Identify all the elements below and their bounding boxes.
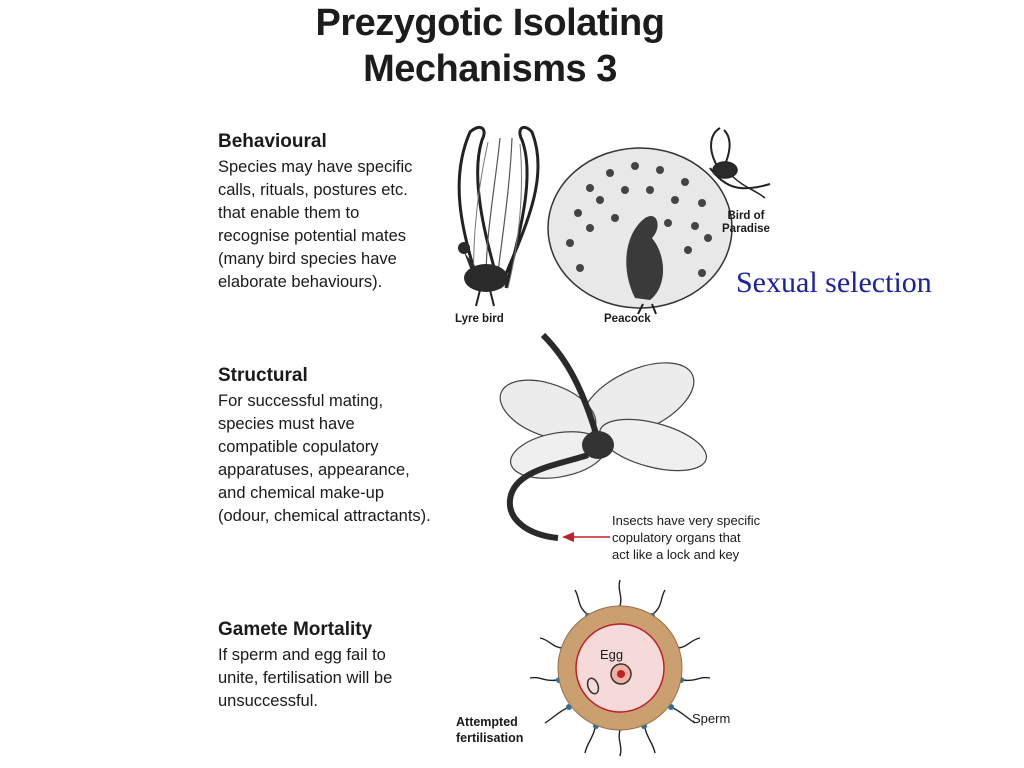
slide-title (0, 0, 980, 92)
lock-key-arrow (562, 531, 612, 543)
bird-of-paradise-caption-line: Paradise (722, 223, 770, 235)
gamete-mortality-heading: Gamete Mortality (218, 619, 373, 640)
insect-note-line: copulatory organs that (612, 530, 741, 545)
dragonfly-icon (492, 335, 712, 538)
structural-body (218, 390, 478, 528)
gamete-mortality-section (218, 618, 478, 713)
structural-line: For successful mating, (218, 392, 384, 410)
behavioural-body (218, 156, 478, 294)
lyre-bird-caption: Lyre bird (455, 313, 504, 325)
structural-line: and chemical make-up (218, 484, 384, 502)
insect-note-line: Insects have very specific (612, 513, 761, 528)
attempted-fertilisation-label (456, 714, 523, 746)
structural-line: (odour, chemical attractants). (218, 507, 431, 525)
attempted-fertilisation-line: Attempted (456, 715, 518, 729)
gamete-mortality-body (218, 644, 478, 713)
insect-note (612, 512, 760, 563)
bird-of-paradise-caption (722, 210, 770, 236)
structural-line: apparatuses, appearance, (218, 461, 410, 479)
egg-label: Egg (600, 647, 624, 662)
slide-title-line-1: Prezygotic Isolating (315, 2, 665, 44)
structural-line: species must have (218, 415, 355, 433)
behavioural-line: (many bird species have (218, 250, 397, 268)
behavioural-line: calls, rituals, postures etc. (218, 181, 408, 199)
sexual-selection-annotation: Sexual selection (736, 266, 932, 299)
behavioural-section (218, 130, 478, 294)
sperm-label: Sperm (692, 711, 731, 726)
peacock-caption: Peacock (604, 313, 651, 325)
behavioural-line: elaborate behaviours). (218, 273, 383, 291)
gamete-mortality-line: If sperm and egg fail to (218, 646, 386, 664)
gamete-mortality-line: unsuccessful. (218, 692, 318, 710)
structural-heading: Structural (218, 365, 308, 386)
behavioural-heading: Behavioural (218, 131, 327, 152)
behavioural-line: that enable them to (218, 204, 360, 222)
gamete-mortality-line: unite, fertilisation will be (218, 669, 393, 687)
structural-section (218, 364, 478, 528)
peacock-icon (548, 148, 732, 314)
structural-line: compatible copulatory (218, 438, 379, 456)
behavioural-line: recognise potential mates (218, 227, 407, 245)
egg-sperm-illustration (525, 578, 715, 758)
insect-note-line: act like a lock and key (612, 547, 740, 562)
slide-title-line-2: Mechanisms 3 (363, 48, 617, 90)
attempted-fertilisation-line: fertilisation (456, 731, 524, 745)
behavioural-line: Species may have specific (218, 158, 413, 176)
bird-of-paradise-caption-line: Bird of (727, 210, 765, 222)
